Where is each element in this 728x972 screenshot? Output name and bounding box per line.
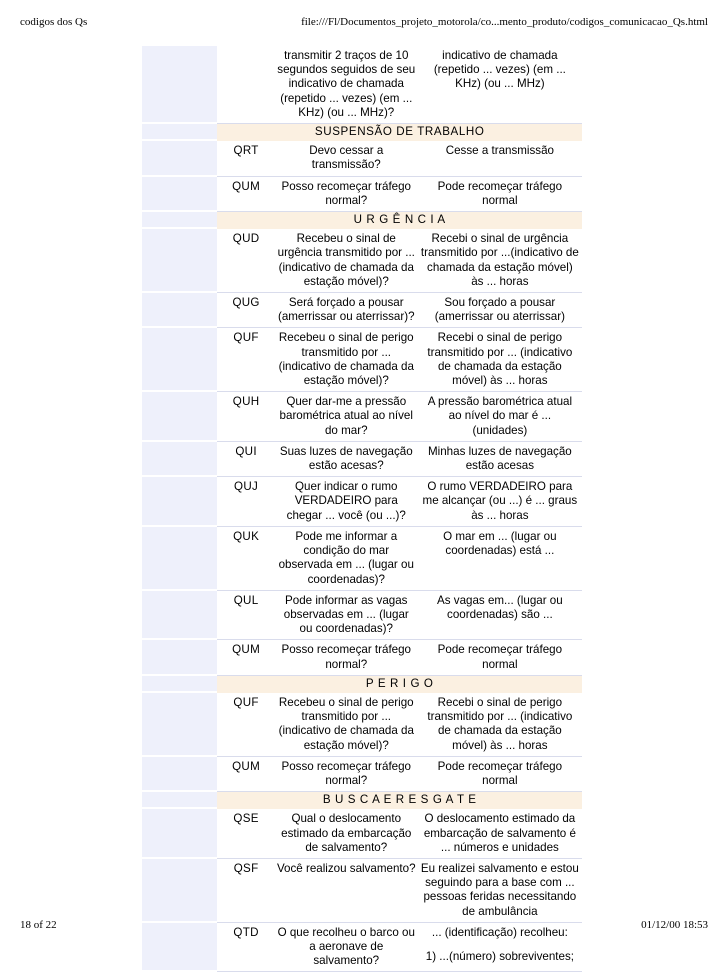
question-text: Pode me informar a condição do mar observada em ... (lugar ou coordenadas)? [275, 527, 418, 591]
table-row [142, 46, 582, 124]
table-row [142, 591, 582, 641]
answer-text: indicativo de chamada (repetido ... vezes) (em ... KHz) (ou ... MHz) [433, 49, 566, 91]
answer-cell [418, 229, 582, 293]
answer-cell [418, 859, 582, 923]
row-gutter [142, 177, 217, 212]
answer-text: O deslocamento estimado da embarcação de salvamento é ... números e unidades [423, 812, 576, 854]
question-text: Posso recomeçar tráfego normal? [275, 177, 418, 212]
q-code: QUI [217, 442, 274, 477]
q-code: QUM [217, 177, 274, 212]
row-gutter [142, 792, 217, 809]
answer-text: Recebi o sinal de perigo transmitido por ... (indicativo de chamada da estação móvel) às ... horas [427, 695, 573, 752]
page-header-title: codigos dos Qs [20, 16, 88, 28]
question-text: Quer dar-me a pressão barométrica atual ao nível do mar? [275, 392, 418, 442]
row-gutter [142, 923, 217, 972]
question-text: Recebeu o sinal de urgência transmitido por ... (indicativo de chamada da estação móvel)? [275, 229, 418, 293]
question-text: Você realizou salvamento? [275, 859, 418, 923]
row-gutter [142, 477, 217, 527]
question-text: Suas luzes de navegação estão acesas? [275, 442, 418, 477]
table-row [142, 640, 582, 675]
answer-cell [418, 527, 582, 591]
table-row [142, 177, 582, 212]
answer-text: Recebi o sinal de urgência transmitido por ...(indicativo de chamada da estação móvel) às ... horas [420, 232, 579, 288]
row-gutter [142, 859, 217, 923]
answer-extra-text: 1) ...(número) sobreviventes; [425, 949, 574, 963]
answer-cell [418, 46, 582, 124]
q-code: QUK [217, 527, 274, 591]
row-gutter [142, 229, 217, 293]
row-gutter [142, 124, 217, 141]
row-gutter [142, 809, 217, 859]
row-gutter [142, 293, 217, 328]
q-code [217, 46, 274, 124]
row-gutter [142, 591, 217, 641]
table-row [142, 809, 582, 859]
q-code: QUM [217, 757, 274, 792]
table-row [142, 859, 582, 923]
row-gutter [142, 442, 217, 477]
q-code: QUJ [217, 477, 274, 527]
answer-cell [418, 809, 582, 859]
page-footer-counter: 18 of 22 [20, 919, 57, 931]
answer-cell [418, 293, 582, 328]
table-row [142, 923, 582, 972]
answer-text: ... (identificação) recolheu: [431, 925, 568, 939]
section-header-row [142, 676, 582, 693]
row-gutter [142, 141, 217, 176]
q-code: QUG [217, 293, 274, 328]
section-header-row [142, 212, 582, 229]
answer-cell [418, 693, 582, 757]
answer-cell [418, 591, 582, 641]
q-code: QUF [217, 328, 274, 392]
question-text: transmitir 2 traços de 10 segundos seguidos de seu indicativo de chamada (repetido ... vezes) (em ... KHz) (ou ... MHz)? [275, 46, 418, 124]
answer-cell [418, 141, 582, 176]
question-text: O que recolheu o barco ou a aeronave de salvamento? [275, 923, 418, 972]
section-title: P E R I G O [217, 676, 582, 693]
answer-cell [418, 757, 582, 792]
question-text: Posso recomeçar tráfego normal? [275, 640, 418, 675]
row-gutter [142, 757, 217, 792]
answer-cell [418, 442, 582, 477]
answer-text: Cesse a transmissão [445, 144, 554, 158]
q-code: QUM [217, 640, 274, 675]
table-row [142, 392, 582, 442]
answer-text: Pode recomeçar tráfego normal [437, 759, 563, 787]
answer-text: Sou forçado a pousar (amerrissar ou aterrissar) [434, 296, 565, 324]
answer-cell [418, 392, 582, 442]
answer-text: O mar em ... (lugar ou coordenadas) está ... [443, 529, 557, 558]
table-row [142, 757, 582, 792]
table-row [142, 229, 582, 293]
row-gutter [142, 212, 217, 229]
q-code: QSE [217, 809, 274, 859]
page-footer-timestamp: 01/12/00 18:53 [641, 919, 708, 931]
page-header-url: file:///Fl/Documentos_projeto_motorola/co...mento_produto/codigos_comunicacao_Qs.html [301, 16, 708, 28]
q-code: QUH [217, 392, 274, 442]
q-code: QSF [217, 859, 274, 923]
question-text: Recebeu o sinal de perigo transmitido por ... (indicativo de chamada da estação móvel)? [275, 693, 418, 757]
row-gutter [142, 328, 217, 392]
answer-cell [418, 328, 582, 392]
section-title: U R G Ê N C I A [217, 212, 582, 229]
table-row [142, 477, 582, 527]
answer-text: Pode recomeçar tráfego normal [437, 179, 563, 207]
question-text: Recebeu o sinal de perigo transmitido por ... (indicativo de chamada da estação móvel)? [275, 328, 418, 392]
section-title: SUSPENSÃO DE TRABALHO [217, 124, 582, 141]
table-row [142, 527, 582, 591]
row-gutter [142, 693, 217, 757]
table-row [142, 693, 582, 757]
section-title: B U S C A E R E S G A T E [217, 792, 582, 809]
row-gutter [142, 46, 217, 124]
answer-text: A pressão barométrica atual ao nível do mar é ... (unidades) [427, 395, 573, 437]
question-text: Qual o deslocamento estimado da embarcação de salvamento? [275, 809, 418, 859]
row-gutter [142, 392, 217, 442]
q-code: QRT [217, 141, 274, 176]
table-row [142, 141, 582, 176]
answer-text: Pode recomeçar tráfego normal [437, 643, 563, 671]
answer-cell [418, 177, 582, 212]
row-gutter [142, 640, 217, 675]
q-code: QUD [217, 229, 274, 293]
question-text: Quer indicar o rumo VERDADEIRO para chegar ... você (ou ...)? [275, 477, 418, 527]
table-row [142, 328, 582, 392]
q-code: QUF [217, 693, 274, 757]
answer-cell [418, 923, 582, 972]
q-code: QTD [217, 923, 274, 972]
question-text: Devo cessar a transmissão? [275, 141, 418, 176]
answer-text: Eu realizei salvamento e estou seguindo para a base com ... pessoas feridas necessitando de ambulância [420, 861, 579, 918]
answer-text: O rumo VERDADEIRO para me alcançar (ou ...) é ... graus às ... horas [422, 480, 578, 522]
q-code: QUL [217, 591, 274, 641]
answer-text: Minhas luzes de navegação estão acesas [428, 444, 572, 473]
section-header-row [142, 792, 582, 809]
q-codes-table [142, 46, 582, 972]
answer-text: Recebi o sinal de perigo transmitido por ... (indicativo de chamada da estação móvel) às ... horas [427, 331, 573, 388]
question-text: Será forçado a pousar (amerrissar ou aterrissar)? [275, 293, 418, 328]
question-text: Pode informar as vagas observadas em ... (lugar ou coordenadas)? [275, 591, 418, 641]
section-header-row [142, 124, 582, 141]
answer-cell [418, 640, 582, 675]
row-gutter [142, 527, 217, 591]
answer-cell [418, 477, 582, 527]
answer-text: As vagas em... (lugar ou coordenadas) são ... [437, 593, 563, 621]
q-codes-table-container [142, 46, 582, 972]
question-text: Posso recomeçar tráfego normal? [275, 757, 418, 792]
row-gutter [142, 676, 217, 693]
table-row [142, 293, 582, 328]
table-row [142, 442, 582, 477]
